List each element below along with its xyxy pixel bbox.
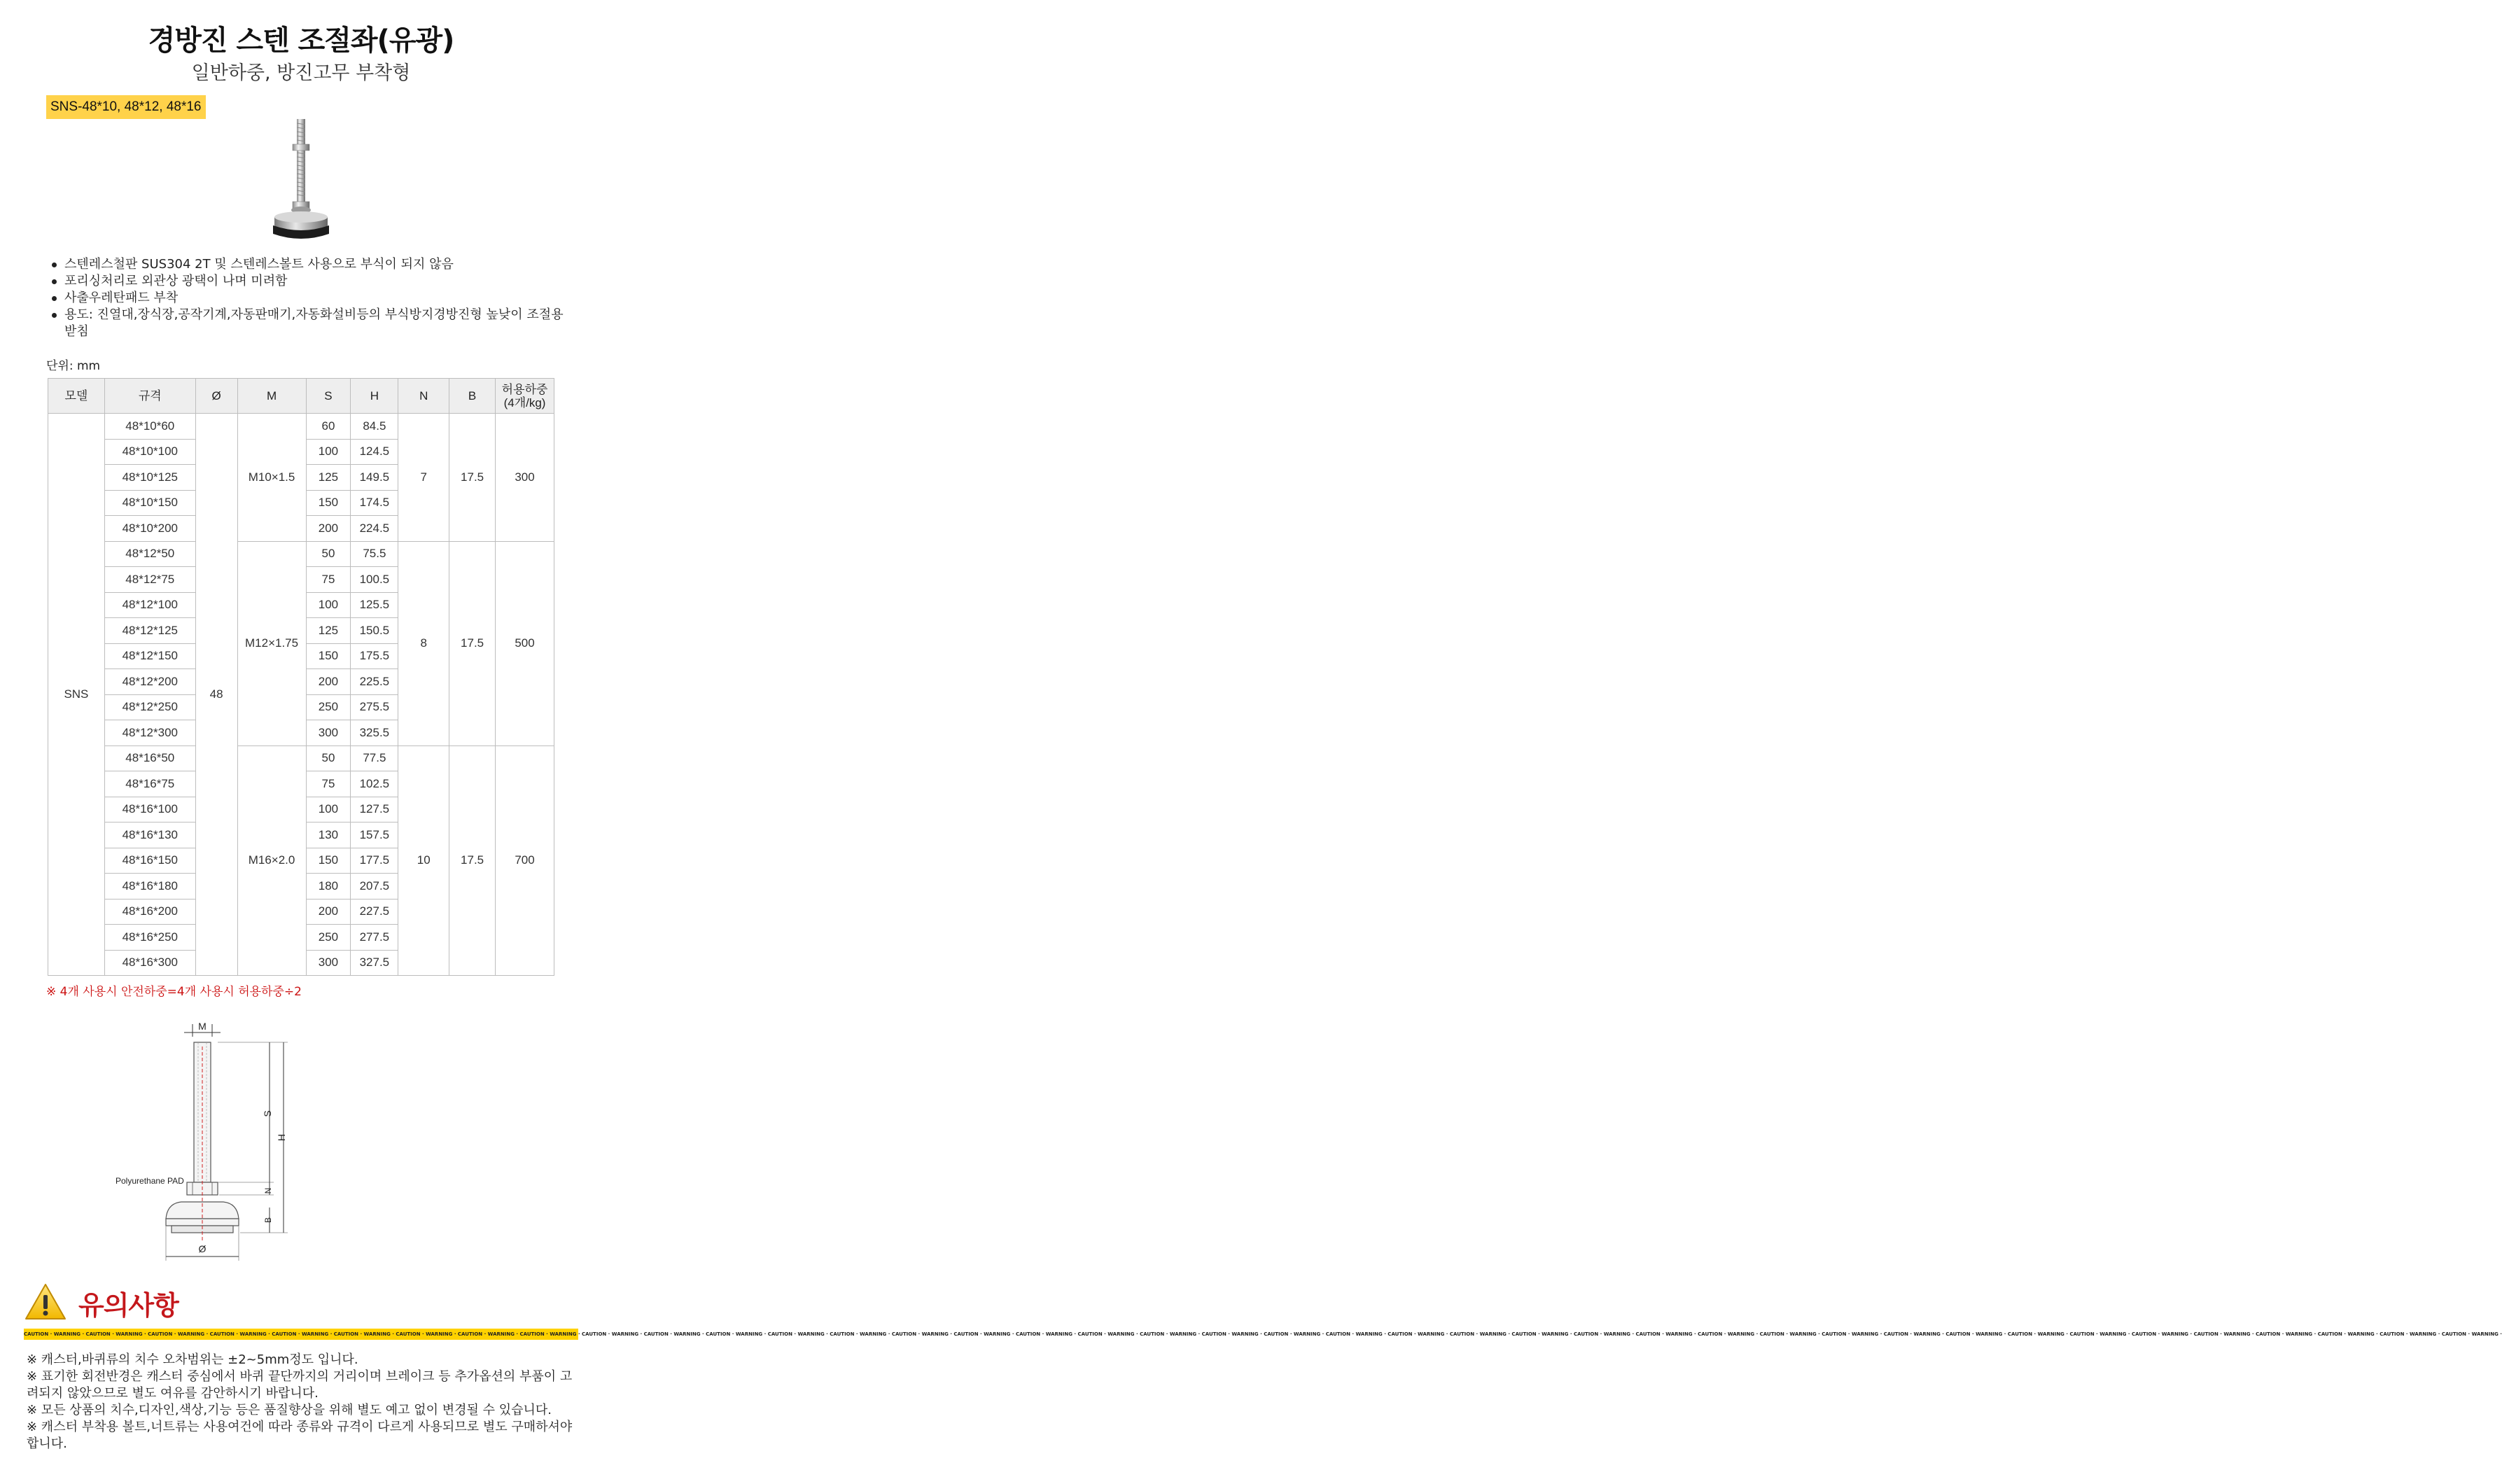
cell-spec: 48*16*300 [104, 950, 195, 976]
cell-spec: 48*16*180 [104, 874, 195, 899]
cell-spec: 48*12*300 [104, 720, 195, 746]
dim-label-m: M [198, 1021, 207, 1032]
cell-spec: 48*12*50 [104, 541, 195, 567]
dim-label-b: B [263, 1217, 273, 1224]
cell-spec: 48*10*125 [104, 465, 195, 491]
page-subtitle: 일반하중, 방진고무 부착형 [191, 62, 411, 84]
safety-load-note: ※ 4개 사용시 안전하중=4개 사용시 허용하중÷2 [46, 985, 302, 999]
cell-spec: 48*16*100 [104, 797, 195, 822]
header-model: 모델 [48, 379, 105, 414]
cell-s: 50 [306, 746, 351, 771]
cell-spec: 48*12*100 [104, 592, 195, 618]
caution-note: ※ 캐스터,바퀴류의 치수 오차범위는 ±2~5mm정도 입니다. [27, 1352, 358, 1367]
cell-spec: 48*16*50 [104, 746, 195, 771]
cell-s: 125 [306, 618, 351, 644]
caution-note: ※ 모든 상품의 치수,디자인,색상,기능 등은 품질향상을 위해 별도 예고 없이 변경될 수 있습니다. [27, 1403, 552, 1418]
table-row [48, 746, 554, 771]
cell-h: 277.5 [351, 925, 398, 951]
table-row [48, 414, 554, 440]
warning-triangle-icon [24, 1282, 67, 1322]
pad-label: Polyurethane PAD [116, 1176, 184, 1186]
cell-s: 50 [306, 541, 351, 567]
unit-label: 단위: mm [46, 359, 101, 373]
cell-h: 102.5 [351, 771, 398, 797]
cell-m: M10×1.5 [237, 414, 306, 542]
cell-h: 84.5 [351, 414, 398, 440]
cell-b: 17.5 [449, 414, 496, 542]
cell-s: 150 [306, 848, 351, 874]
feature-item: 스텐레스철판 SUS304 2T 및 스텐레스볼트 사용으로 부식이 되지 않음 [50, 256, 568, 273]
cell-s: 300 [306, 720, 351, 746]
header-load-line1: 허용하중 [501, 382, 548, 396]
cell-h: 157.5 [351, 822, 398, 848]
feature-item: 용도: 진열대,장식장,공작기계,자동판매기,자동화설비등의 부식방지경방진형 높낮이 조절용 받침 [50, 307, 568, 340]
cell-s: 100 [306, 797, 351, 822]
cell-spec: 48*16*75 [104, 771, 195, 797]
page-title: 경방진 스텐 조절좌(유광) [148, 24, 454, 57]
cell-s: 125 [306, 465, 351, 491]
cell-spec: 48*16*200 [104, 899, 195, 925]
cell-h: 124.5 [351, 439, 398, 465]
dim-label-h: H [276, 1133, 287, 1142]
table-row [48, 541, 554, 567]
cell-s: 60 [306, 414, 351, 440]
cell-n: 10 [398, 746, 449, 976]
spec-table-body [48, 414, 554, 976]
cell-s: 250 [306, 925, 351, 951]
cell-h: 275.5 [351, 694, 398, 720]
cell-h: 127.5 [351, 797, 398, 822]
cell-spec: 48*16*150 [104, 848, 195, 874]
product-photo [238, 105, 364, 252]
cell-spec: 48*12*250 [104, 694, 195, 720]
cell-s: 300 [306, 950, 351, 976]
cell-h: 75.5 [351, 541, 398, 567]
cell-h: 224.5 [351, 516, 398, 542]
cell-h: 125.5 [351, 592, 398, 618]
caution-note: ※ 캐스터 부착용 볼트,너트류는 사용여건에 따라 종류와 규격이 다르게 사용되므로 별도 구매하셔야 합니다. [27, 1420, 573, 1451]
cell-spec: 48*10*150 [104, 490, 195, 516]
feature-item: 포리싱처리로 외관상 광택이 나며 미려함 [50, 273, 568, 290]
header-h: H [351, 379, 398, 414]
feature-list [50, 256, 568, 340]
cell-h: 174.5 [351, 490, 398, 516]
cell-s: 75 [306, 771, 351, 797]
cell-diameter: 48 [195, 414, 237, 976]
cell-h: 227.5 [351, 899, 398, 925]
cell-s: 150 [306, 490, 351, 516]
cell-spec: 48*16*250 [104, 925, 195, 951]
dim-label-n: N [263, 1187, 273, 1194]
caution-note: ※ 표기한 회전반경은 캐스터 중심에서 바퀴 끝단까지의 거리이며 브레이크 등 추가옵션의 부품이 고려되지 않았으므로 별도 여유를 감안하시기 바랍니다. [27, 1369, 573, 1401]
dim-label-diameter: Ø [198, 1243, 207, 1254]
header-n: N [398, 379, 449, 414]
header-load [496, 379, 554, 414]
cell-load: 700 [496, 746, 554, 976]
feature-item: 사출우레탄패드 부착 [50, 290, 568, 307]
cell-s: 200 [306, 899, 351, 925]
header-m: M [237, 379, 306, 414]
cell-load: 300 [496, 414, 554, 542]
header-b: B [449, 379, 496, 414]
cell-h: 100.5 [351, 567, 398, 593]
cell-spec: 48*12*125 [104, 618, 195, 644]
header-spec: 규격 [104, 379, 195, 414]
cell-s: 130 [306, 822, 351, 848]
cell-b: 17.5 [449, 541, 496, 746]
cell-h: 150.5 [351, 618, 398, 644]
cell-h: 175.5 [351, 643, 398, 669]
spec-table [48, 378, 554, 976]
header-s: S [306, 379, 351, 414]
cell-s: 200 [306, 669, 351, 695]
cell-s: 100 [306, 592, 351, 618]
cell-s: 75 [306, 567, 351, 593]
cell-model: SNS [48, 414, 105, 976]
cell-spec: 48*10*60 [104, 414, 195, 440]
cell-s: 250 [306, 694, 351, 720]
cell-h: 177.5 [351, 848, 398, 874]
cell-spec: 48*10*200 [104, 516, 195, 542]
cell-s: 100 [306, 439, 351, 465]
caution-title: 유의사항 [78, 1290, 179, 1321]
caution-notes [27, 1352, 580, 1452]
dim-label-s: S [262, 1110, 273, 1117]
cell-spec: 48*12*150 [104, 643, 195, 669]
cell-h: 327.5 [351, 950, 398, 976]
cell-h: 225.5 [351, 669, 398, 695]
cell-h: 77.5 [351, 746, 398, 771]
cell-load: 500 [496, 541, 554, 746]
model-tag: SNS-48*10, 48*12, 48*16 [46, 95, 206, 119]
caution-tape: CAUTION · WARNING · CAUTION · WARNING · CAUTION · WARNING · CAUTION · WARNING · CAUTION · WARNING · CAUTION · WARNING · CAUTION · WARNING · CAUTION · WARNING · CAUTION · WARNING · CAUTION · WARNING · CAUTION · WARNING · CAUTION · WARNING · CAUTION · WARNING · CAUTION · WARNING · CAUTION · WARNING · CAUTION · WARNING · CAUTION · WARNING · CAUTION · WARNING · CAUTION · WARNING · CAUTION · WARNING · CAUTION · WARNING · CAUTION · WARNING · CAUTION · WARNING · CAUTION · WARNING · CAUTION · WARNING · CAUTION · WARNING · CAUTION · WARNING · CAUTION · WARNING · CAUTION · WARNING · CAUTION · WARNING · CAUTION · WARNING · CAUTION · WARNING · CAUTION · WARNING · CAUTION · WARNING · CAUTION · WARNING · CAUTION · WARNING · CAUTION · WARNING · CAUTION · WARNING · CAUTION · WARNING · CAUTION · WARNING · [24, 1329, 578, 1340]
header-diameter: Ø [195, 379, 237, 414]
cell-s: 200 [306, 516, 351, 542]
cell-spec: 48*12*200 [104, 669, 195, 695]
dimension-diagram [116, 1018, 424, 1278]
cell-m: M12×1.75 [237, 541, 306, 746]
table-header-row [48, 379, 554, 414]
cell-n: 7 [398, 414, 449, 542]
cell-h: 207.5 [351, 874, 398, 899]
cell-spec: 48*12*75 [104, 567, 195, 593]
cell-b: 17.5 [449, 746, 496, 976]
cell-h: 325.5 [351, 720, 398, 746]
header-load-line2: (4개/kg) [503, 396, 546, 410]
cell-n: 8 [398, 541, 449, 746]
cell-s: 150 [306, 643, 351, 669]
cell-h: 149.5 [351, 465, 398, 491]
cell-s: 180 [306, 874, 351, 899]
cell-spec: 48*10*100 [104, 439, 195, 465]
cell-m: M16×2.0 [237, 746, 306, 976]
cell-spec: 48*16*130 [104, 822, 195, 848]
